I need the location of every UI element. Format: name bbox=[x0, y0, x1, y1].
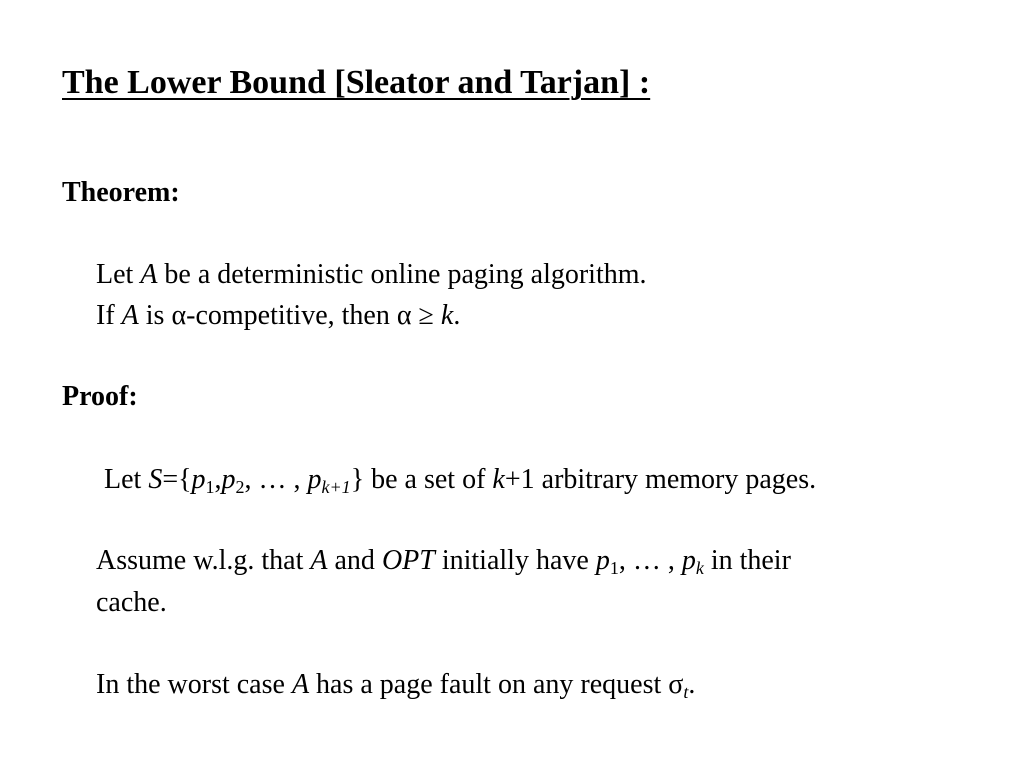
text: +1 arbitrary memory pages. bbox=[504, 464, 817, 495]
var-k: k bbox=[440, 300, 454, 331]
var-a: A bbox=[310, 545, 328, 576]
var-p: p bbox=[307, 464, 322, 495]
text: -competitive, then bbox=[186, 300, 397, 331]
var-opt: OPT bbox=[381, 545, 435, 576]
text: Let bbox=[96, 259, 141, 290]
subscript: t bbox=[683, 682, 689, 702]
theorem-line-2 bbox=[96, 299, 460, 333]
subscript: k bbox=[695, 558, 704, 578]
subscript: 1 bbox=[205, 477, 215, 497]
var-a: A bbox=[140, 259, 158, 290]
alpha-symbol: α bbox=[171, 300, 187, 331]
text: in their bbox=[703, 545, 791, 576]
geq-symbol: ≥ bbox=[411, 300, 441, 331]
text: If bbox=[96, 300, 122, 331]
text: Assume w.l.g. that bbox=[96, 545, 311, 576]
text: } be a set of bbox=[350, 464, 493, 495]
var-a: A bbox=[291, 669, 310, 700]
text: . bbox=[688, 669, 696, 700]
var-p: p bbox=[221, 464, 236, 495]
theorem-heading: Theorem: bbox=[62, 177, 180, 208]
text: , … , bbox=[244, 464, 308, 495]
proof-heading: Proof: bbox=[62, 381, 138, 412]
proof-line-3: cache. bbox=[96, 587, 167, 618]
subscript: k+1 bbox=[321, 477, 351, 497]
text: , … , bbox=[618, 545, 682, 576]
subscript: 1 bbox=[609, 558, 619, 578]
proof-line-1 bbox=[104, 463, 816, 497]
text: ={ bbox=[162, 464, 192, 495]
text: Let bbox=[104, 464, 149, 495]
var-p: p bbox=[681, 545, 696, 576]
var-p: p bbox=[595, 545, 610, 576]
var-k: k bbox=[492, 464, 505, 495]
text: initially have bbox=[434, 545, 596, 576]
alpha-symbol: α bbox=[396, 300, 412, 331]
text: is bbox=[138, 300, 172, 331]
text: has a page fault on any request bbox=[309, 669, 669, 700]
text: . bbox=[453, 300, 461, 331]
var-p: p bbox=[191, 464, 206, 495]
text: , bbox=[214, 464, 222, 495]
theorem-line-1 bbox=[96, 258, 647, 292]
var-s: S bbox=[148, 464, 163, 495]
text: be a deterministic online paging algorithm. bbox=[157, 259, 647, 290]
proof-line-2 bbox=[96, 544, 791, 578]
text: and bbox=[327, 545, 382, 576]
subscript: 2 bbox=[235, 477, 245, 497]
sigma-symbol: σ bbox=[668, 669, 684, 700]
proof-line-4 bbox=[96, 668, 695, 702]
var-a: A bbox=[121, 300, 139, 331]
text: In the worst case bbox=[96, 669, 292, 700]
slide-title: The Lower Bound [Sleator and Tarjan] : bbox=[62, 64, 651, 101]
